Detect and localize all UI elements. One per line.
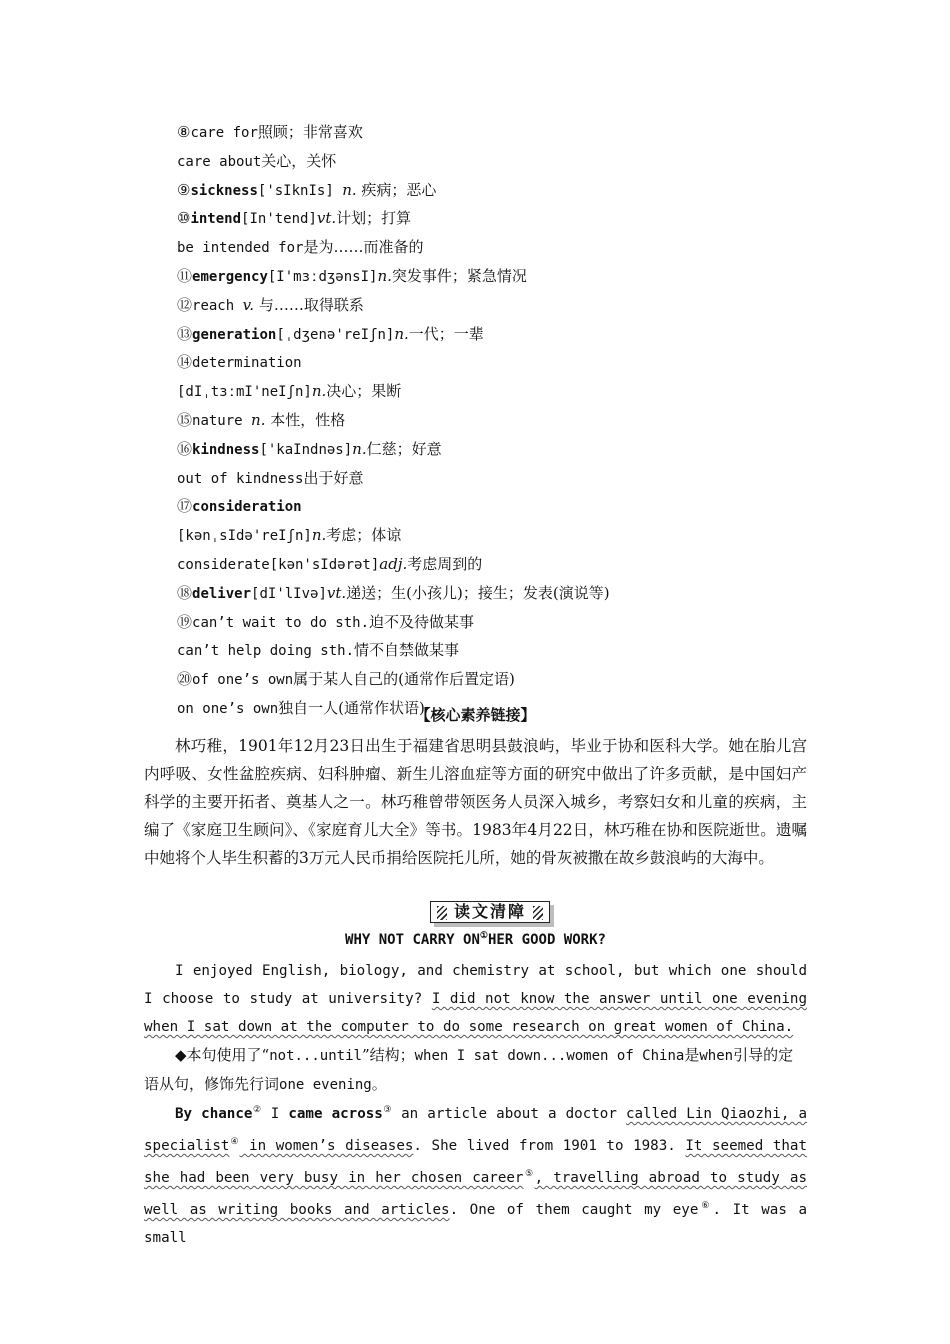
banner-stripe-left	[437, 906, 447, 920]
vocab-segment: be intended for	[177, 240, 304, 257]
vocab-segment: 照顾；非常喜欢	[257, 123, 363, 141]
vocab-segment: n.	[311, 382, 327, 401]
passage-segment: It seemed that she had been very busy in her chosen career	[144, 1138, 807, 1186]
passage-segment: called Lin Qiaozhi, a specialist	[144, 1106, 807, 1154]
footnote-marker: ③	[382, 1105, 393, 1115]
vocab-segment: vt.	[326, 583, 347, 602]
vocab-segment: ⑱	[177, 583, 193, 602]
passage-segment: By chance	[175, 1106, 253, 1122]
core-literacy-paragraph: 林巧稚，1901年12月23日出生于福建省思明县鼓浪屿，毕业于协和医科大学。她在胎儿宫内呼吸、女性盆腔疾病、妇科肿瘤、新生儿溶血症等方面的研究中做出了许多贡献，是中国妇产科学的主要开拓者、奠基人之一。林巧稚曾带领医务人员深入城乡，考察妇女和儿童的疾病，主编了《家庭卫生顾问》、《家庭育儿大全》等书。1983年4月22日，林巧稚在协和医院逝世。遗嘱中她将个人毕生积蓄的3万元人民币捐给医院托儿所，她的骨灰被撒在故乡鼓浪屿的大海中。	[144, 737, 807, 867]
vocabulary-list	[177, 119, 827, 724]
passage-title: WHY NOT CARRY ON①HER GOOD WORK?	[345, 931, 606, 948]
vocab-line	[177, 292, 827, 321]
vocab-segment: n.	[394, 324, 409, 343]
vocab-segment: adj.	[379, 554, 408, 573]
passage-segment: an article about a doctor	[392, 1106, 626, 1122]
passage-segment: , travelling abroad to study as well as writing books and articles	[144, 1170, 807, 1218]
vocab-segment: 出于好意	[303, 468, 364, 487]
passage-segment: . It was a small	[144, 1202, 807, 1246]
vocab-segment: ⑰	[177, 497, 193, 516]
vocab-segment: [dIˌtɜːmI'neIʃn]	[177, 384, 312, 401]
vocab-segment: care about	[177, 153, 262, 170]
vocab-line	[177, 349, 827, 378]
vocab-line	[177, 436, 827, 465]
vocab-segment: sickness	[190, 182, 258, 199]
vocab-line	[177, 263, 827, 292]
vocab-segment: n.	[311, 526, 327, 545]
underlined-sentence: I did not know the answer until one evening when I sat down at the computer to do some research on great women of China.	[144, 991, 808, 1035]
vocab-segment: 决心；果断	[326, 382, 402, 401]
banner-stripe-right	[533, 906, 543, 920]
vocab-segment: ⑯	[177, 439, 193, 458]
passage-segment: came across	[288, 1106, 383, 1122]
vocab-segment: 迫不及待做某事	[369, 612, 475, 631]
vocab-segment: ⑨	[177, 180, 191, 199]
vocab-segment: deliver	[192, 585, 252, 602]
vocab-segment: 递送；生(小孩儿)；接生；发表(演说等)	[346, 583, 610, 602]
vocab-segment: on one’s own	[177, 700, 279, 717]
vocab-segment: reach	[192, 297, 243, 314]
vocab-segment: determination	[192, 355, 302, 372]
vocab-segment: n.	[352, 439, 367, 458]
vocab-line	[177, 465, 827, 494]
vocab-segment: 关心，关怀	[261, 151, 337, 170]
vocab-segment: 属于某人自己的(通常作后置定语)	[293, 670, 515, 689]
vocab-segment: consideration	[192, 499, 302, 516]
vocab-segment: 计划；打算	[336, 209, 412, 228]
vocab-segment: can’t help doing sth.	[177, 643, 355, 660]
vocab-line	[177, 234, 827, 263]
vocab-segment: v.	[242, 295, 255, 314]
vocab-segment: 考虑周到的	[407, 554, 483, 573]
vocab-segment: 是为……而准备的	[303, 238, 424, 257]
vocab-line	[177, 177, 827, 206]
vocab-segment: vt.	[316, 209, 337, 228]
vocab-segment: 疾病；恶心	[356, 180, 437, 199]
vocab-line	[177, 551, 827, 580]
passage-segment: . She lived from 1901 to 1983.	[413, 1138, 686, 1154]
section-title: 【核心素养链接】	[415, 706, 536, 724]
vocab-line	[177, 378, 827, 407]
vocab-line	[177, 493, 827, 522]
vocab-segment: 仁慈；好意	[366, 439, 442, 458]
passage-paragraph-1: I enjoyed English, biology, and chemistry at school, but which one should I choose to study at university? I did not know the answer until one evening when I sat down at the computer to do some research on great women of China.	[144, 963, 808, 1035]
vocab-segment: [In'tend]	[241, 211, 317, 228]
passage-paragraph-2	[144, 1096, 807, 1252]
vocab-segment: care for	[190, 125, 258, 141]
vocab-line	[177, 321, 827, 350]
vocab-segment: intend	[190, 211, 242, 228]
passage-segment: in women’s diseases	[239, 1138, 414, 1154]
vocab-line	[177, 148, 827, 177]
vocab-line	[177, 407, 827, 436]
vocab-segment: 一代；一辈	[408, 324, 484, 343]
vocab-segment: ⑬	[177, 324, 193, 343]
vocab-line	[177, 522, 827, 551]
passage-segment: I	[261, 1106, 289, 1122]
passage-segment: . One of them caught my eye	[449, 1202, 699, 1218]
vocab-line	[177, 119, 827, 148]
vocab-segment: can’t wait to do sth.	[192, 614, 370, 631]
vocab-segment: ⑫	[177, 295, 193, 314]
vocab-segment: ⑧	[177, 123, 191, 141]
vocab-segment: 与……取得联系	[254, 295, 364, 314]
vocab-segment: considerate[kən'sIdərət]	[177, 556, 380, 573]
vocab-line	[177, 666, 827, 695]
vocab-line	[177, 609, 827, 638]
vocab-segment: ⑭	[177, 353, 193, 372]
vocab-segment: ⑮	[177, 410, 193, 429]
vocab-segment: 考虑；体谅	[326, 526, 402, 545]
vocab-segment: n.	[251, 410, 266, 429]
vocab-segment: n.	[342, 180, 357, 199]
footnote-marker: ④	[229, 1137, 240, 1147]
vocab-segment: of one’s own	[192, 672, 294, 689]
vocab-segment: [ˌdʒenə'reIʃn]	[276, 326, 395, 343]
vocab-segment: ⑳	[177, 670, 193, 689]
vocab-line	[177, 580, 827, 609]
vocab-segment: ⑩	[177, 209, 191, 228]
vocab-segment: 情不自禁做某事	[354, 641, 460, 660]
vocab-segment: ⑪	[177, 266, 193, 285]
vocab-segment: [dI'lIvə]	[251, 585, 327, 602]
vocab-segment: 独自一人(通常作状语)	[278, 698, 425, 717]
vocab-line	[177, 637, 827, 666]
banner-label: 读文清障	[453, 902, 526, 921]
vocab-line	[177, 205, 827, 234]
vocab-segment: ['kaIndnəs]	[259, 441, 353, 458]
vocab-segment: [kənˌsIdə'reIʃn]	[177, 528, 312, 545]
footnote-marker: ⑤	[523, 1169, 535, 1179]
vocab-segment: out of kindness	[177, 470, 304, 487]
vocab-segment: nature	[192, 412, 252, 429]
vocab-segment: emergency	[192, 268, 268, 285]
vocab-segment: ['sIknIs]	[257, 182, 343, 199]
footnote-marker: ②	[252, 1105, 262, 1115]
grammar-note: ◆本句使用了“not...until”结构；when I sat down...women of China是when引导的定语从句，修饰先行词one evening。	[144, 1046, 794, 1093]
vocab-segment: 突发事件；紧急情况	[391, 266, 527, 285]
vocab-segment: kindness	[192, 441, 260, 458]
vocab-segment: 本性，性格	[265, 410, 346, 429]
vocab-segment: ⑲	[177, 612, 193, 631]
footnote-marker: ⑥	[698, 1201, 713, 1211]
reading-banner	[430, 901, 554, 927]
vocab-segment: n.	[377, 266, 392, 285]
vocab-segment: [I'mɜːdʒənsI]	[267, 268, 378, 285]
vocab-segment: generation	[192, 326, 277, 343]
